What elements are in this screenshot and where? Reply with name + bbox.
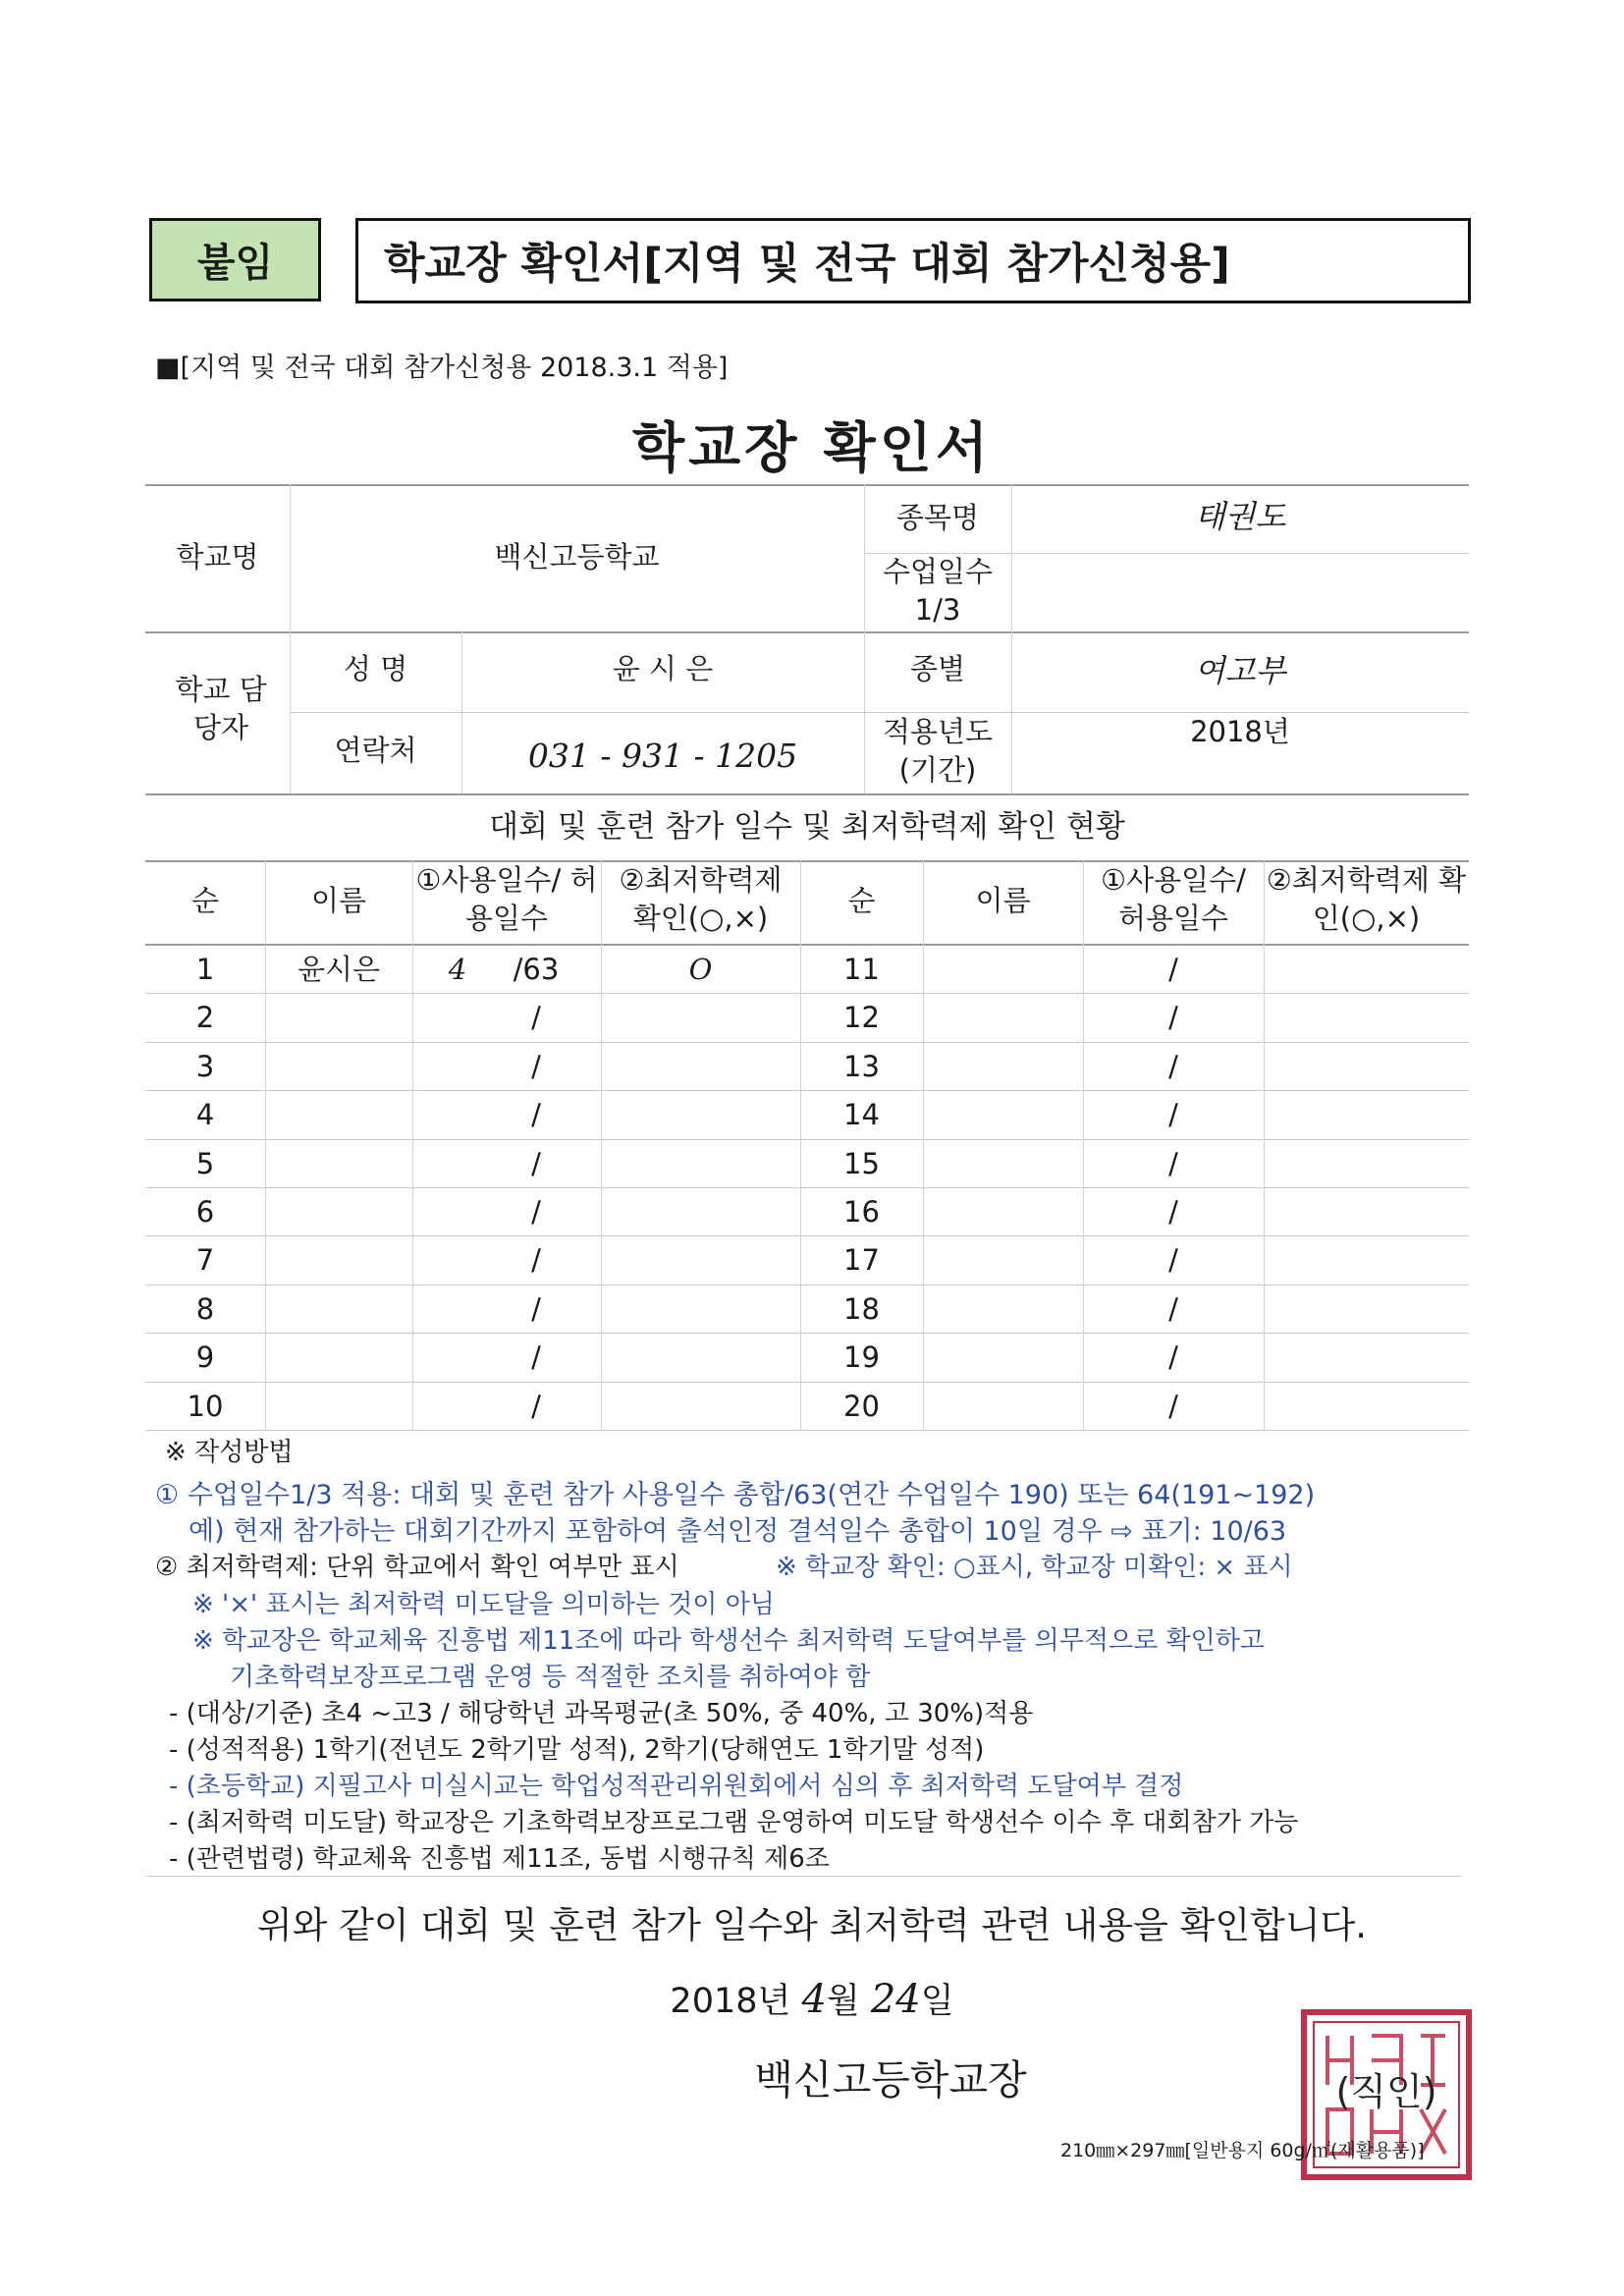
contact-value: 031 - 931 - 1205 <box>527 737 798 775</box>
note-2a: ② 최저학력제: 단위 학교에서 확인 여부만 표시 <box>155 1553 679 1582</box>
header-name-right: 이름 <box>975 884 1031 917</box>
used-days: 4 <box>448 953 467 986</box>
category-value: 여고부 <box>1194 652 1286 689</box>
form-subtitle: ■[지역 및 전국 대회 참가신청용 2018.3.1 적용] <box>155 353 729 383</box>
header-title: 학교장 확인서[지역 및 전국 대회 참가신청용] <box>355 218 1471 303</box>
row-number: 16 <box>843 1195 880 1229</box>
student-name: 윤시은 <box>297 953 381 986</box>
allowed-days: / <box>1168 1098 1178 1132</box>
detail-2: - (성적적용) 1학기(전년도 2학기말 성적), 2학기(당해연도 1학기말 성적) <box>169 1735 985 1765</box>
note-4a: ※ 학교장은 학교체육 진흥법 제11조에 따라 학생선수 최저학력 도달여부를 의무적으로 확인하고 <box>192 1626 1265 1656</box>
row-number: 18 <box>843 1291 880 1326</box>
row-number: 5 <box>195 1146 215 1180</box>
school-name-value: 백신고등학교 <box>494 540 660 574</box>
attachment-badge: 붙임 <box>149 218 321 301</box>
allowed-days: / <box>1168 1001 1178 1035</box>
min-academic-check: O <box>688 953 713 986</box>
note-4b: 기초학력보장프로그램 운영 등 적절한 조치를 취하여야 함 <box>230 1663 871 1692</box>
date-month: 4 <box>801 1977 827 2022</box>
class-days-label: 수업일수 1/3 <box>882 555 994 628</box>
date-year: 2018년 <box>670 1982 791 2021</box>
allowed-days: / <box>1168 1146 1178 1180</box>
category-label: 종별 <box>909 652 966 685</box>
paper-spec-footer: 210㎜×297㎜[일반용지 60g/㎡(재활용품)] <box>1060 2140 1425 2161</box>
row-number: 20 <box>843 1389 880 1423</box>
signer-name: 백신고등학교장 <box>754 2056 1027 2104</box>
allowed-days: / <box>531 1098 541 1132</box>
row-number: 2 <box>195 1001 215 1035</box>
row-number: 12 <box>843 1001 880 1035</box>
row-number: 1 <box>195 953 215 986</box>
allowed-days: / <box>531 1049 541 1083</box>
date-month-unit: 월 <box>826 1982 860 2021</box>
row-number: 8 <box>195 1291 215 1326</box>
row-number: 9 <box>195 1340 215 1375</box>
allowed-days: / <box>1168 1389 1178 1423</box>
allowed-days: / <box>1168 1243 1178 1278</box>
notes-heading: ※ 작성방법 <box>165 1438 294 1467</box>
allowed-days: / <box>1168 1291 1178 1326</box>
contact-label: 연락처 <box>334 734 417 767</box>
year-label: 적용년도 (기간) <box>882 715 994 788</box>
manager-label: 학교 담당자 <box>175 673 267 745</box>
row-number: 11 <box>843 953 880 986</box>
detail-1: - (대상/기준) 초4 ~고3 / 해당학년 과목평균(초 50%, 중 40%, 고 30%)적용 <box>169 1699 1034 1728</box>
allowed-days: / <box>1168 1340 1178 1375</box>
allowed-days: / <box>531 1195 541 1229</box>
allowed-days: / <box>531 1389 541 1423</box>
detail-5: - (관련법령) 학교체육 진흥법 제11조, 동법 시행규칙 제6조 <box>169 1844 830 1874</box>
detail-3: - (초등학교) 지필고사 미실시교는 학업성적관리위원회에서 심의 후 최저학력 도달여부 결정 <box>169 1772 1184 1801</box>
note-2b: ※ 학교장 확인: ○표시, 학교장 미확인: × 표시 <box>776 1553 1293 1582</box>
row-number: 7 <box>195 1243 215 1278</box>
allowed-days: / <box>1168 1049 1178 1083</box>
header-check-left: ②최저학력제 확인(○,×) <box>619 863 783 936</box>
header-days-left: ①사용일수/ 허용일수 <box>415 863 598 936</box>
row-number: 19 <box>843 1340 880 1375</box>
date-day: 24 <box>870 1977 921 2022</box>
allowed-days: /63 <box>513 953 560 986</box>
manager-name-value: 윤 시 은 <box>612 652 714 685</box>
note-1a: ① 수업일수1/3 적용: 대회 및 훈련 참가 사용일수 총합/63(연간 수업일수 190) 또는 64(191~192) <box>155 1480 1316 1510</box>
allowed-days: / <box>1168 953 1178 986</box>
header-days-right: ①사용일수/ 허용일수 <box>1101 863 1246 936</box>
row-number: 13 <box>843 1049 880 1083</box>
allowed-days: / <box>1168 1195 1178 1229</box>
note-3: ※ '×' 표시는 최저학력 미도달을 의미하는 것이 아님 <box>192 1590 775 1619</box>
seal-label: (직인) <box>1335 2070 1437 2113</box>
row-number: 4 <box>195 1098 215 1132</box>
main-title: 학교장 확인서 <box>632 416 992 479</box>
date-day-unit: 일 <box>920 1982 954 2021</box>
sport-value: 태권도 <box>1194 498 1286 535</box>
note-1b: 예) 현재 참가하는 대회기간까지 포함하여 출석인정 결석일수 총합이 10일 경우 ⇨ 표기: 10/63 <box>189 1516 1287 1547</box>
header-no-left: 순 <box>190 884 219 917</box>
header-check-right: ②최저학력제 확인(○,×) <box>1266 863 1467 936</box>
confirmation-text: 위와 같이 대회 및 훈련 참가 일수와 최저학력 관련 내용을 확인합니다. <box>256 1904 1368 1946</box>
name-label: 성 명 <box>343 652 408 685</box>
row-number: 17 <box>843 1243 880 1278</box>
allowed-days: / <box>531 1243 541 1278</box>
header-no-right: 순 <box>847 884 876 917</box>
status-title: 대회 및 훈련 참가 일수 및 최저학력제 확인 현황 <box>489 809 1125 845</box>
header-name-left: 이름 <box>310 884 367 917</box>
allowed-days: / <box>531 1001 541 1035</box>
row-number: 14 <box>843 1098 880 1132</box>
school-name-label: 학교명 <box>176 540 259 574</box>
row-number: 3 <box>195 1049 215 1083</box>
detail-4: - (최저학력 미도달) 학교장은 기초학력보장프로그램 운영하여 미도달 학생선수 이수 후 대회참가 가능 <box>169 1808 1299 1837</box>
row-number: 6 <box>195 1195 215 1229</box>
row-number: 15 <box>843 1146 880 1180</box>
row-number: 10 <box>187 1389 224 1423</box>
sport-label: 종목명 <box>895 501 980 534</box>
allowed-days: / <box>531 1291 541 1326</box>
allowed-days: / <box>531 1340 541 1375</box>
allowed-days: / <box>531 1146 541 1180</box>
year-value: 2018년 <box>1190 715 1290 748</box>
